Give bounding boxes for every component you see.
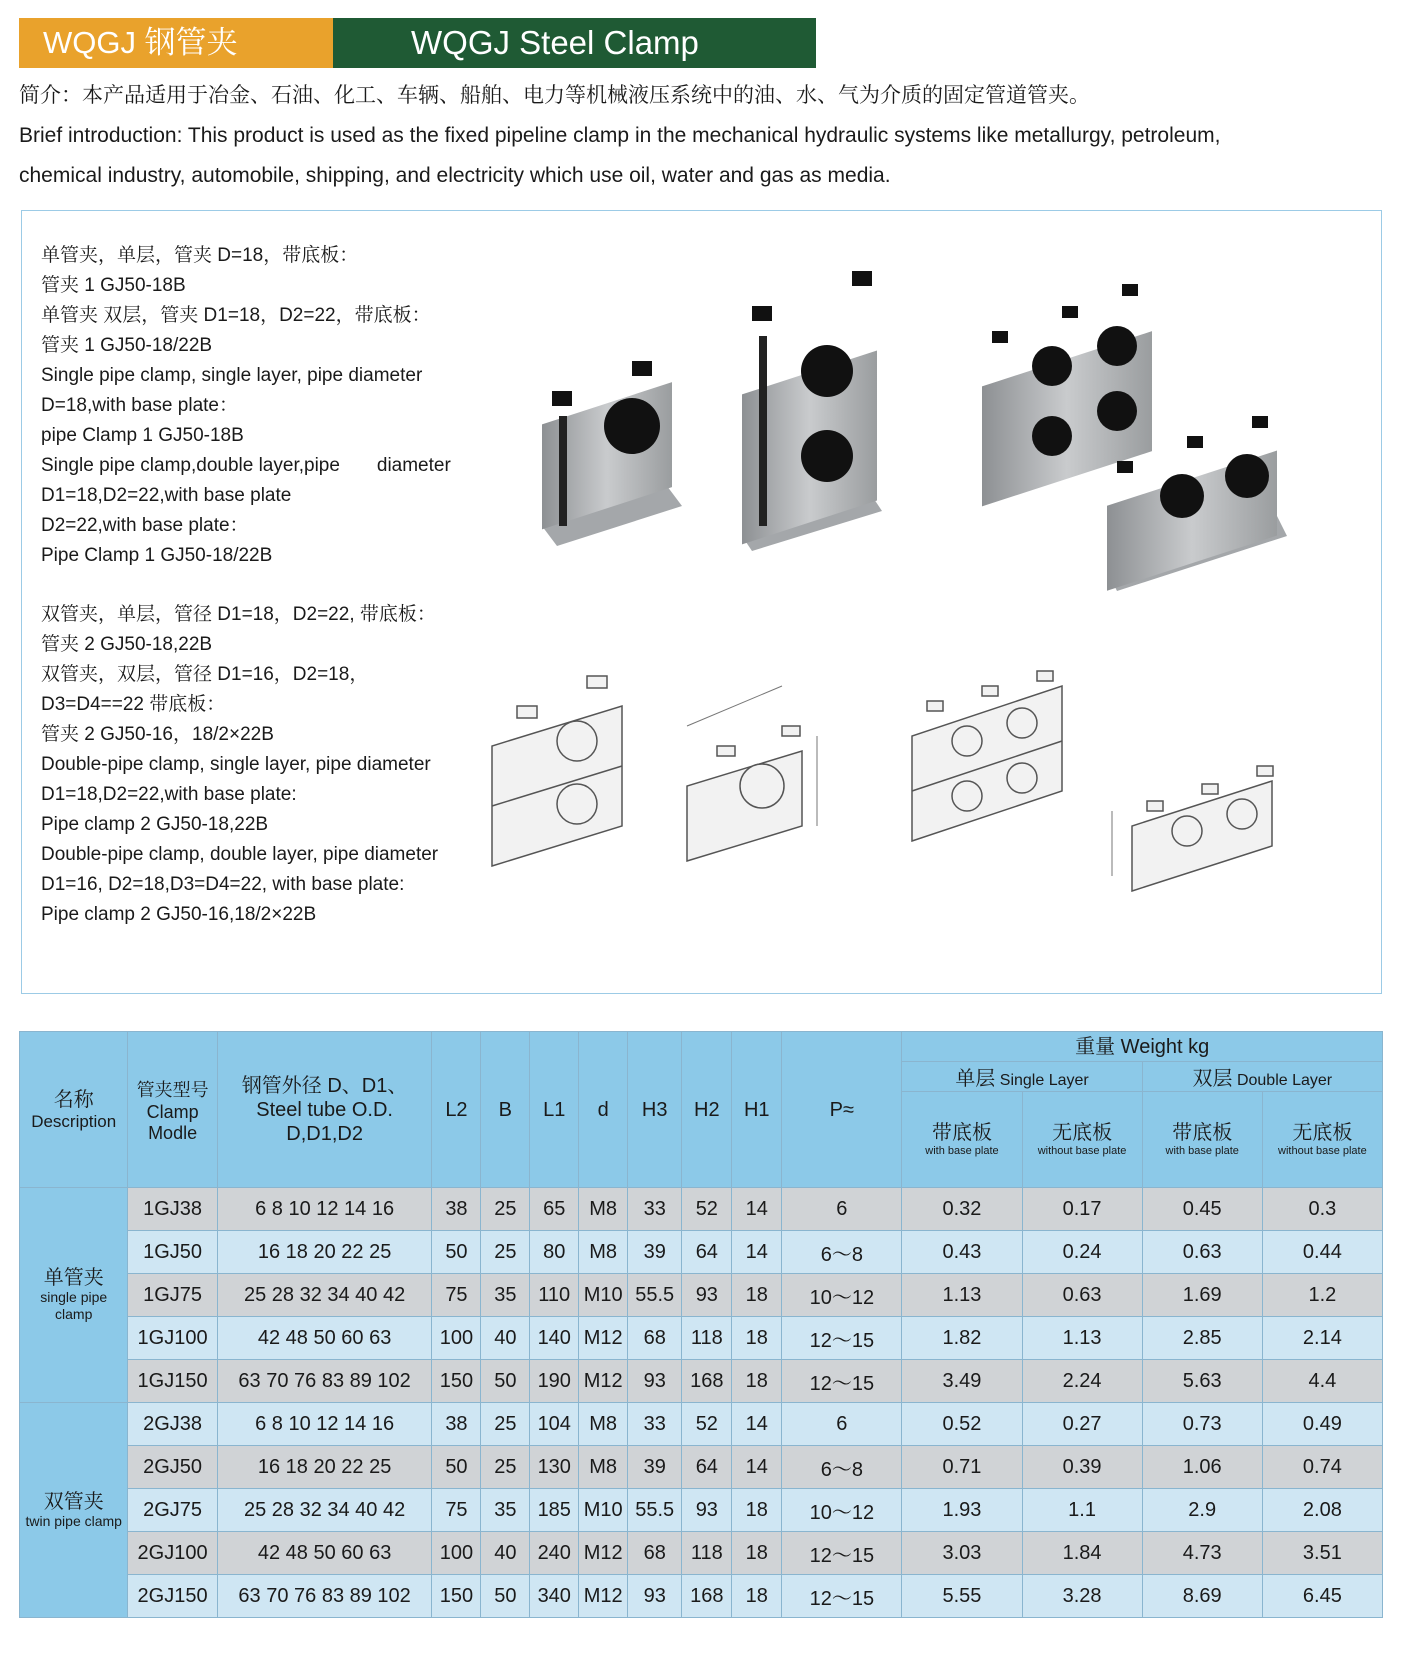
table-cell: 0.63 (1142, 1231, 1262, 1274)
table-cell: M12 (579, 1360, 628, 1403)
category-twin: 双管夹 twin pipe clamp (20, 1403, 128, 1618)
table-cell: 42 48 50 60 63 (217, 1317, 432, 1360)
table-cell: 1GJ100 (128, 1317, 217, 1360)
table-cell: 6～8 (782, 1446, 902, 1489)
table-row (20, 1446, 1383, 1489)
col-single-with: 带底板 with base plate (902, 1092, 1022, 1188)
table-row (20, 1403, 1383, 1446)
table-cell: 0.52 (902, 1403, 1022, 1446)
drawing-1-double (492, 676, 622, 866)
spec-table (19, 1031, 1383, 1618)
col-double-with: 带底板 with base plate (1142, 1092, 1262, 1188)
title-banner (19, 18, 816, 68)
table-cell: 50 (432, 1446, 481, 1489)
table-cell: 0.49 (1262, 1403, 1382, 1446)
description-line: Single pipe clamp,double layer,pipe diameter (41, 455, 451, 476)
table-cell: 18 (732, 1360, 782, 1403)
description-line: Single pipe clamp, single layer, pipe diameter (41, 365, 423, 386)
description-line: D=18,with base plate： (41, 395, 238, 416)
rendered-clamps-image (537, 251, 1377, 596)
table-cell: 4.73 (1142, 1532, 1262, 1575)
table-cell: 55.5 (628, 1274, 682, 1317)
table-cell: 16 18 20 22 25 (217, 1231, 432, 1274)
table-cell: 1.69 (1142, 1274, 1262, 1317)
clamp-2-double (982, 284, 1152, 506)
table-cell: 12～15 (782, 1317, 902, 1360)
col-single-without: 无底板 without base plate (1022, 1092, 1142, 1188)
description-line: D3=D4==22 带底板： (41, 694, 226, 715)
table-cell: 1.82 (902, 1317, 1022, 1360)
description-line: 双管夹，双层，管径 D1=16，D2=18， (41, 664, 369, 685)
table-cell: 25 28 32 34 40 42 (217, 1489, 432, 1532)
table-cell: 14 (732, 1446, 782, 1489)
table-cell: 18 (732, 1317, 782, 1360)
table-cell: 6 8 10 12 14 16 (217, 1403, 432, 1446)
table-cell: 118 (682, 1532, 732, 1575)
table-cell: 2GJ150 (128, 1575, 217, 1618)
table-cell: 93 (682, 1489, 732, 1532)
table-cell: 18 (732, 1532, 782, 1575)
col-double-without: 无底板 without base plate (1262, 1092, 1382, 1188)
table-cell: 65 (530, 1188, 579, 1231)
table-cell: 64 (682, 1446, 732, 1489)
col-double-layer: 双层 Double Layer (1142, 1062, 1382, 1092)
table-cell: 5.55 (902, 1575, 1022, 1618)
table-cell: 40 (481, 1317, 530, 1360)
table-cell: 52 (682, 1188, 732, 1231)
description-line: Pipe clamp 2 GJ50-16,18/2×22B (41, 904, 317, 925)
table-cell: 3.28 (1022, 1575, 1142, 1618)
description-line: 管夹 1 GJ50-18/22B (41, 335, 213, 356)
table-cell: 40 (481, 1532, 530, 1575)
table-cell: 1GJ150 (128, 1360, 217, 1403)
table-cell: 3.49 (902, 1360, 1022, 1403)
col-description: 名称 Description (20, 1032, 128, 1188)
table-cell: 0.24 (1022, 1231, 1142, 1274)
table-cell: 0.39 (1022, 1446, 1142, 1489)
description-line: pipe Clamp 1 GJ50-18B (41, 425, 244, 446)
product-panel (21, 210, 1382, 994)
table-cell: 38 (432, 1188, 481, 1231)
clamp-1-single (542, 361, 682, 546)
table-cell: M10 (579, 1274, 628, 1317)
table-cell: 12～15 (782, 1360, 902, 1403)
table-cell: 110 (530, 1274, 579, 1317)
table-cell: 25 (481, 1403, 530, 1446)
table-cell: 42 48 50 60 63 (217, 1532, 432, 1575)
table-cell: 93 (628, 1575, 682, 1618)
table-cell: 12～15 (782, 1532, 902, 1575)
table-cell: 0.43 (902, 1231, 1022, 1274)
description-line: 管夹 1 GJ50-18B (41, 275, 186, 296)
table-cell: 80 (530, 1231, 579, 1274)
table-cell: 168 (682, 1360, 732, 1403)
table-cell: 6～8 (782, 1231, 902, 1274)
drawing-2-single (1112, 766, 1273, 891)
table-row (20, 1274, 1383, 1317)
intro-cn: 简介：本产品适用于冶金、石油、化工、车辆、船舶、电力等机械液压系统中的油、水、气为介质的固定管道管夹。 (19, 84, 1090, 107)
table-cell: 240 (530, 1532, 579, 1575)
table-cell: 2.14 (1262, 1317, 1382, 1360)
title-en: WQGJ Steel Clamp (333, 18, 816, 68)
table-cell: 150 (432, 1575, 481, 1618)
table-cell: 100 (432, 1532, 481, 1575)
table-cell: 1.2 (1262, 1274, 1382, 1317)
col-h1: H1 (732, 1032, 782, 1188)
table-cell: 68 (628, 1317, 682, 1360)
table-cell: 6 (782, 1188, 902, 1231)
col-model: 管夹型号 Clamp Modle (128, 1032, 217, 1188)
technical-drawings-image (482, 666, 1372, 916)
col-d: d (579, 1032, 628, 1188)
table-cell: 1.06 (1142, 1446, 1262, 1489)
table-cell: 63 70 76 83 89 102 (217, 1360, 432, 1403)
col-l1: L1 (530, 1032, 579, 1188)
table-row (20, 1360, 1383, 1403)
table-cell: 1GJ75 (128, 1274, 217, 1317)
table-cell: 5.63 (1142, 1360, 1262, 1403)
table-cell: 0.17 (1022, 1188, 1142, 1231)
table-cell: 140 (530, 1317, 579, 1360)
table-cell: 93 (628, 1360, 682, 1403)
col-single-layer: 单层 Single Layer (902, 1062, 1142, 1092)
table-cell: 38 (432, 1403, 481, 1446)
table-cell: 2GJ100 (128, 1532, 217, 1575)
intro-en-2: chemical industry, automobile, shipping, and electricity which use oil, water and gas as media. (19, 164, 891, 187)
table-cell: 50 (432, 1231, 481, 1274)
table-cell: 2.9 (1142, 1489, 1262, 1532)
description-line: Double-pipe clamp, single layer, pipe diameter (41, 754, 431, 775)
table-cell: 1.93 (902, 1489, 1022, 1532)
table-row (20, 1532, 1383, 1575)
table-cell: 2.24 (1022, 1360, 1142, 1403)
table-cell: 0.74 (1262, 1446, 1382, 1489)
table-row (20, 1188, 1383, 1231)
table-cell: 2GJ50 (128, 1446, 217, 1489)
table-cell: 104 (530, 1403, 579, 1446)
description-line: D1=16, D2=18,D3=D4=22, with base plate: (41, 874, 405, 895)
table-cell: 0.32 (902, 1188, 1022, 1231)
col-h2: H2 (682, 1032, 732, 1188)
table-cell: 18 (732, 1489, 782, 1532)
table-cell: 1GJ38 (128, 1188, 217, 1231)
table-row (20, 1317, 1383, 1360)
table-cell: 0.63 (1022, 1274, 1142, 1317)
table-cell: 6.45 (1262, 1575, 1382, 1618)
table-cell: 39 (628, 1446, 682, 1489)
table-cell: 33 (628, 1403, 682, 1446)
col-p: P≈ (782, 1032, 902, 1188)
table-cell: M10 (579, 1489, 628, 1532)
table-cell: 25 28 32 34 40 42 (217, 1274, 432, 1317)
table-cell: 2GJ38 (128, 1403, 217, 1446)
table-cell: M8 (579, 1403, 628, 1446)
table-cell: 150 (432, 1360, 481, 1403)
table-cell: 185 (530, 1489, 579, 1532)
table-cell: 35 (481, 1274, 530, 1317)
intro (19, 76, 1389, 196)
description-line: 管夹 2 GJ50-18,22B (41, 634, 213, 655)
table-cell: 1.1 (1022, 1489, 1142, 1532)
table-cell: M12 (579, 1575, 628, 1618)
col-weight: 重量 Weight kg (902, 1032, 1383, 1062)
table-cell: M12 (579, 1317, 628, 1360)
table-cell: 25 (481, 1188, 530, 1231)
table-row (20, 1575, 1383, 1618)
table-cell: 1.84 (1022, 1532, 1142, 1575)
table-cell: 8.69 (1142, 1575, 1262, 1618)
drawing-1-single (687, 686, 817, 861)
description-line: Pipe Clamp 1 GJ50-18/22B (41, 545, 273, 566)
table-cell: M8 (579, 1188, 628, 1231)
table-cell: 18 (732, 1274, 782, 1317)
table-cell: 10～12 (782, 1489, 902, 1532)
table-cell: 35 (481, 1489, 530, 1532)
table-cell: 2.85 (1142, 1317, 1262, 1360)
table-cell: 14 (732, 1403, 782, 1446)
table-cell: 52 (682, 1403, 732, 1446)
description-line: D1=18,D2=22,with base plate (41, 485, 292, 506)
col-b: B (481, 1032, 530, 1188)
table-cell: 68 (628, 1532, 682, 1575)
table-cell: 14 (732, 1188, 782, 1231)
table-cell: 50 (481, 1575, 530, 1618)
table-cell: 39 (628, 1231, 682, 1274)
table-cell: 64 (682, 1231, 732, 1274)
table-cell: 340 (530, 1575, 579, 1618)
table-cell: 130 (530, 1446, 579, 1489)
table-cell: 6 (782, 1403, 902, 1446)
table-cell: 0.44 (1262, 1231, 1382, 1274)
table-cell: 25 (481, 1446, 530, 1489)
description-line: Double-pipe clamp, double layer, pipe diameter (41, 844, 439, 865)
table-cell: 75 (432, 1274, 481, 1317)
table-cell: 100 (432, 1317, 481, 1360)
spec-table-body (20, 1188, 1383, 1618)
description-line: 单管夹，单层，管夹 D=18，带底板： (41, 245, 359, 266)
table-cell: 3.03 (902, 1532, 1022, 1575)
table-cell: 0.27 (1022, 1403, 1142, 1446)
table-cell: 75 (432, 1489, 481, 1532)
table-cell: 1.13 (1022, 1317, 1142, 1360)
table-cell: 118 (682, 1317, 732, 1360)
table-cell: 50 (481, 1360, 530, 1403)
table-cell: 0.3 (1262, 1188, 1382, 1231)
table-cell: 1GJ50 (128, 1231, 217, 1274)
table-cell: M8 (579, 1446, 628, 1489)
table-cell: 16 18 20 22 25 (217, 1446, 432, 1489)
drawing-2-double (912, 671, 1062, 841)
table-cell: 0.45 (1142, 1188, 1262, 1231)
intro-en-1: Brief introduction: This product is used as the fixed pipeline clamp in the mechanical hydraulic systems like metallurgy, petroleum, (19, 124, 1221, 147)
single-clamp-description (41, 241, 451, 571)
table-cell: 2GJ75 (128, 1489, 217, 1532)
table-cell: 0.73 (1142, 1403, 1262, 1446)
table-cell: 18 (732, 1575, 782, 1618)
table-cell: 168 (682, 1575, 732, 1618)
table-cell: 12～15 (782, 1575, 902, 1618)
table-row (20, 1231, 1383, 1274)
table-cell: 0.71 (902, 1446, 1022, 1489)
category-single: 单管夹 single pipe clamp (20, 1188, 128, 1403)
table-cell: M12 (579, 1532, 628, 1575)
col-od: 钢管外径 D、D1、 Steel tube O.D. D,D1,D2 (217, 1032, 432, 1188)
table-cell: 93 (682, 1274, 732, 1317)
table-cell: 25 (481, 1231, 530, 1274)
table-cell: 6 8 10 12 14 16 (217, 1188, 432, 1231)
table-row (20, 1489, 1383, 1532)
table-cell: 3.51 (1262, 1532, 1382, 1575)
table-cell: 10～12 (782, 1274, 902, 1317)
table-cell: 55.5 (628, 1489, 682, 1532)
table-cell: 4.4 (1262, 1360, 1382, 1403)
double-clamp-description (41, 600, 438, 930)
table-cell: 14 (732, 1231, 782, 1274)
table-cell: M8 (579, 1231, 628, 1274)
clamp-1-double (742, 271, 882, 551)
description-line: Pipe clamp 2 GJ50-18,22B (41, 814, 269, 835)
description-line: 双管夹，单层，管径 D1=18，D2=22, 带底板： (41, 604, 436, 625)
description-line: 单管夹 双层，管夹 D1=18，D2=22，带底板： (41, 305, 431, 326)
title-cn: WQGJ 钢管夹 (19, 18, 333, 68)
table-cell: 190 (530, 1360, 579, 1403)
description-line: 管夹 2 GJ50-16，18/2×22B (41, 724, 274, 745)
description-line: D1=18,D2=22,with base plate: (41, 784, 297, 805)
col-l2: L2 (432, 1032, 481, 1188)
table-cell: 1.13 (902, 1274, 1022, 1317)
table-cell: 63 70 76 83 89 102 (217, 1575, 432, 1618)
table-cell: 2.08 (1262, 1489, 1382, 1532)
description-line: D2=22,with base plate： (41, 515, 249, 536)
col-h3: H3 (628, 1032, 682, 1188)
table-cell: 33 (628, 1188, 682, 1231)
